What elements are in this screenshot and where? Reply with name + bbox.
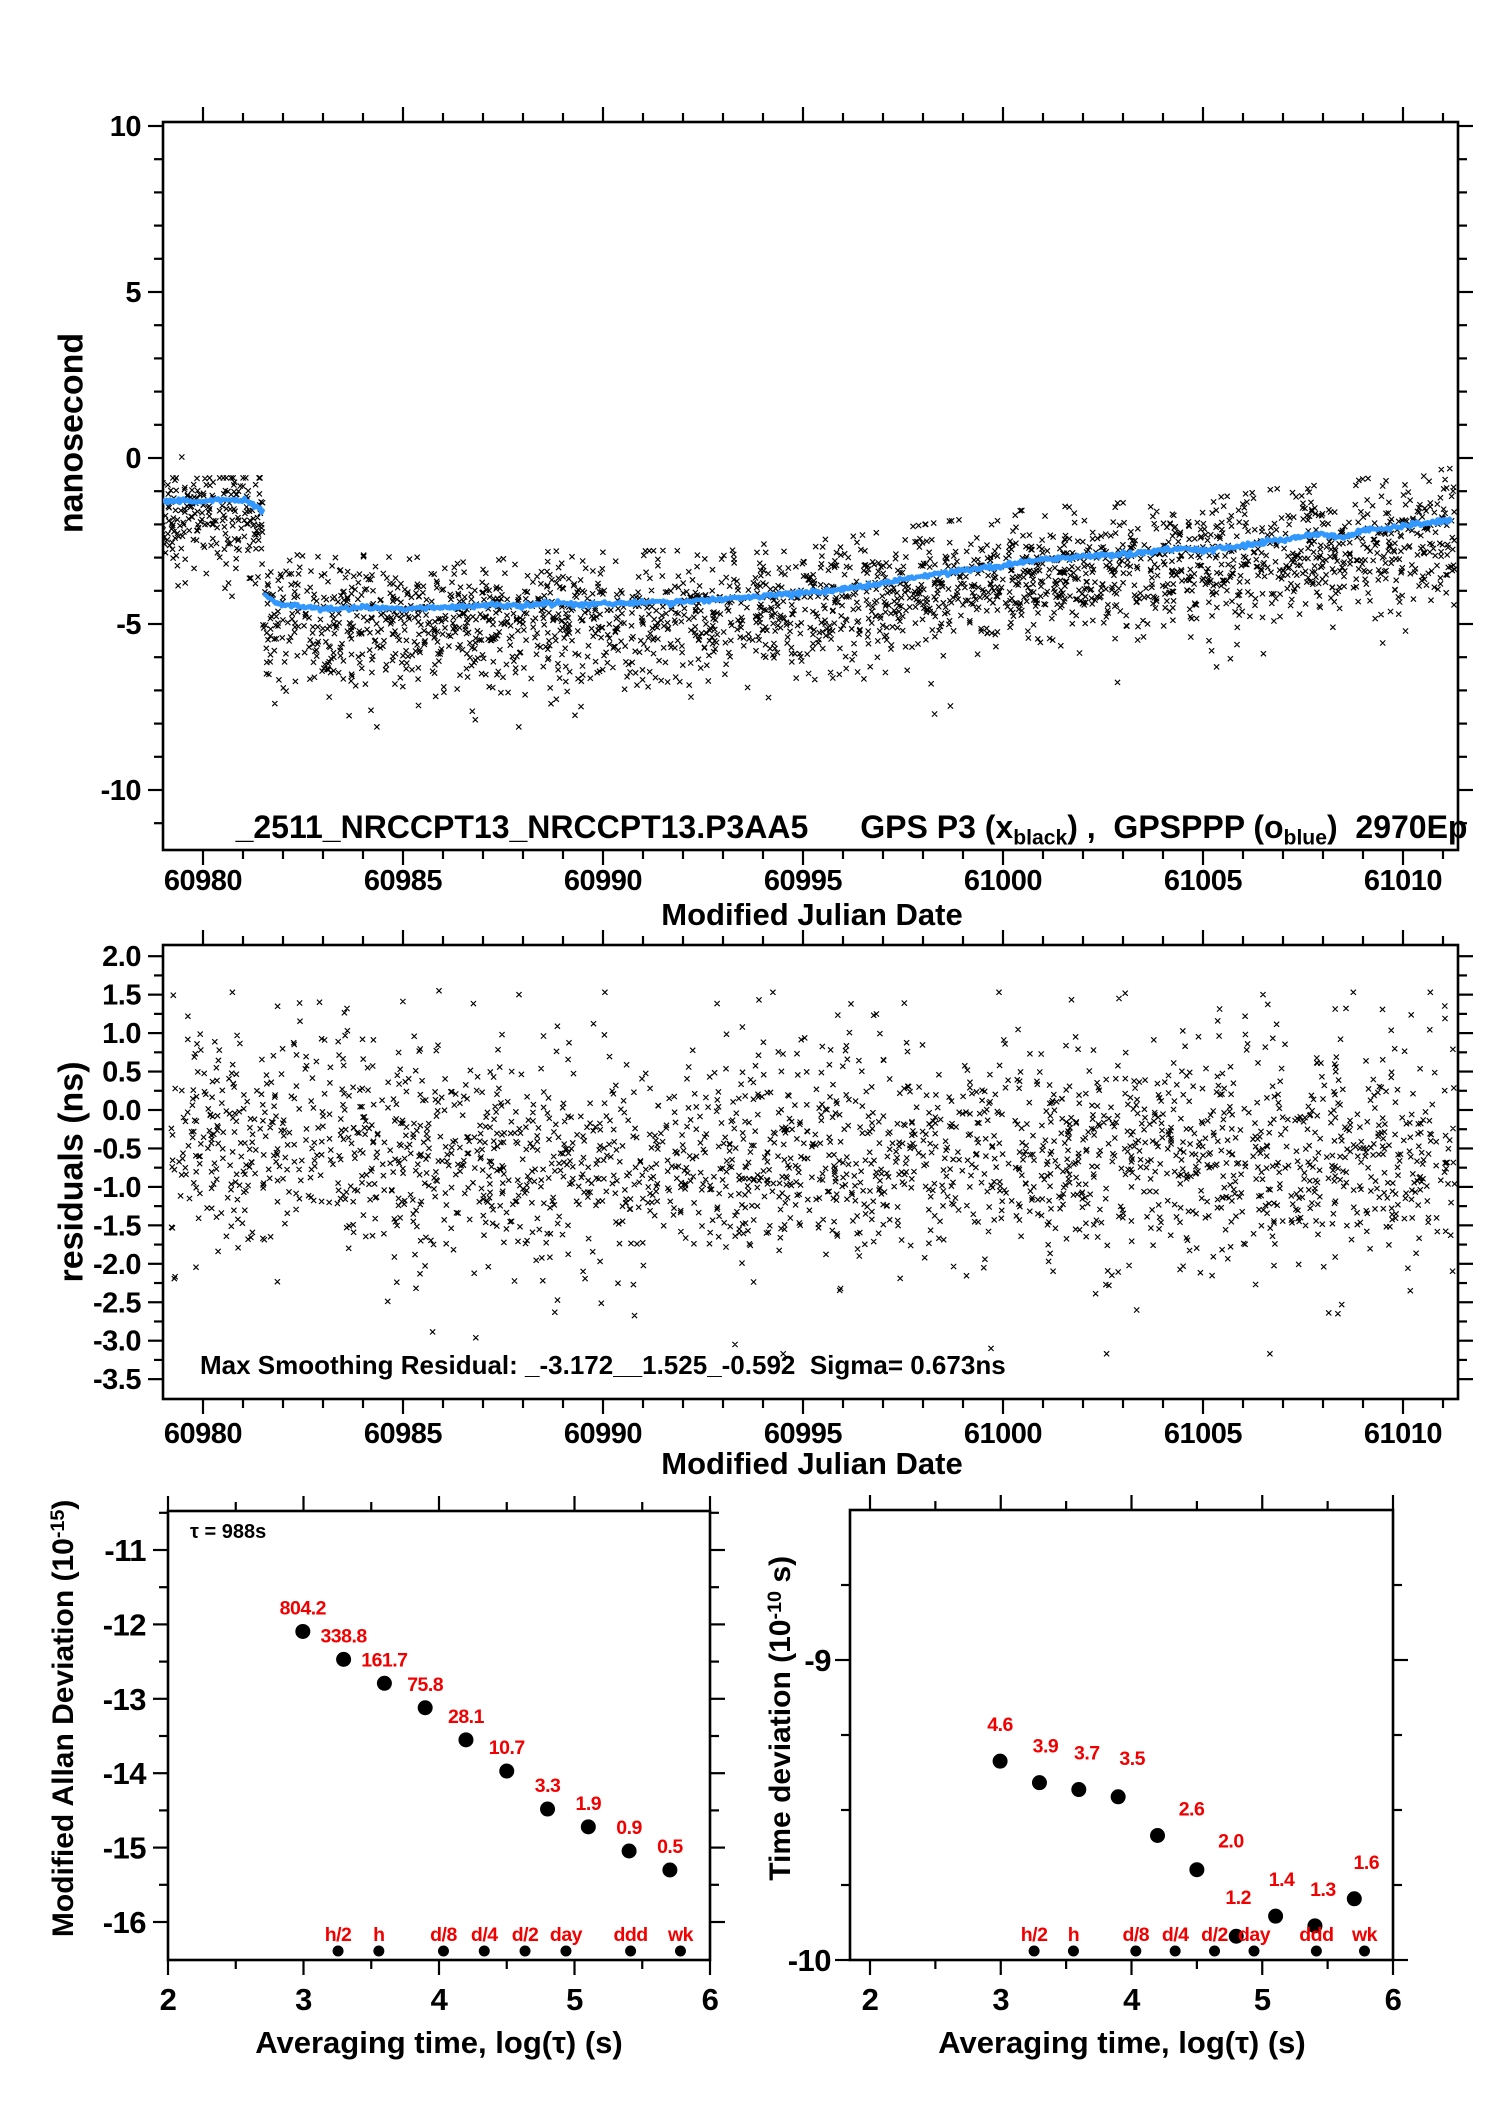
tdev-time-mark-label: ddd (1299, 1924, 1334, 1946)
mdev-time-mark-dot (373, 1946, 384, 1957)
mid-y-tick-label: -1.5 (93, 1210, 141, 1243)
top-panel-title-ppp-sub: blue (1283, 826, 1327, 850)
top-x-tick-label: 61010 (1363, 865, 1443, 897)
mdev-point-label: 161.7 (361, 1649, 408, 1672)
mdev-x-tick-label: 4 (430, 1982, 448, 2017)
top-panel-title-gps: GPS P3 (x (860, 809, 1014, 845)
mdev-point (458, 1732, 473, 1747)
tdev-point-label: 1.6 (1353, 1851, 1380, 1874)
tdev-y-title-suffix: s) (764, 1555, 797, 1591)
mdev-time-mark-label: d/2 (511, 1924, 539, 1946)
mid-y-tick-label: -3.5 (93, 1364, 141, 1397)
mdev-point (336, 1652, 351, 1667)
tdev-x-tick-label: 2 (861, 1982, 879, 2017)
tdev-time-mark-dot (1130, 1946, 1141, 1957)
mdev-point-label: 3.3 (534, 1775, 561, 1798)
top-x-tick-label: 61000 (963, 865, 1043, 897)
tdev-x-tick-label: 6 (1384, 1982, 1402, 2017)
mdev-point (540, 1802, 555, 1817)
mdev-y-tick-label: -15 (102, 1830, 146, 1866)
mdev-point-label: 0.9 (616, 1817, 642, 1840)
mid-y-tick-label: 0.5 (102, 1056, 141, 1089)
mid-y-tick-label: 1.5 (102, 979, 141, 1012)
top-x-axis-title: Modified Julian Date (661, 897, 963, 932)
mid-panel-annotation: Max Smoothing Residual: _-3.172__1.525_-0.592 Sigma= 0.673ns (200, 1350, 1006, 1380)
mdev-time-mark-label: ddd (613, 1924, 648, 1946)
tdev-point-label: 3.5 (1119, 1747, 1145, 1770)
mdev-x-tick-label: 3 (295, 1982, 312, 2017)
mdev-y-title-prefix: Modified Allan Deviation (10 (47, 1538, 80, 1938)
mid-y-tick-label: -2.0 (93, 1248, 141, 1281)
mid-y-tick-label: -0.5 (93, 1133, 141, 1166)
mdev-x-tick-label: 6 (701, 1982, 719, 2017)
panel-frame (163, 122, 1458, 850)
mdev-time-mark-dot (560, 1946, 571, 1957)
mid-y-tick-label: 0.0 (102, 1095, 141, 1127)
mid-y-tick-label: -3.0 (93, 1325, 141, 1358)
tdev-x-tick-label: 3 (992, 1982, 1010, 2017)
tdev-point-label: 4.6 (987, 1714, 1013, 1737)
mid-x-tick-label: 61010 (1363, 1418, 1443, 1450)
top-x-tick-label: 60990 (563, 865, 643, 897)
mdev-y-tick-label: -12 (102, 1607, 146, 1643)
mdev-y-tick-label: -16 (102, 1905, 146, 1940)
tdev-point-label: 3.9 (1032, 1735, 1059, 1758)
mdev-time-mark-label: d/4 (470, 1924, 498, 1946)
mdev-y-title-suffix: ) (47, 1499, 80, 1510)
tdev-point (1150, 1828, 1165, 1843)
mdev-time-mark-dot (438, 1946, 449, 1957)
mdev-y-tick-label: -14 (102, 1756, 146, 1792)
mdev-time-mark-dot (675, 1946, 686, 1957)
mid-x-tick-label: 61000 (963, 1418, 1043, 1450)
mdev-point-label: 1.9 (575, 1792, 602, 1815)
tdev-y-tick-label: -9 (804, 1643, 831, 1678)
top-y-tick-label: 0 (125, 443, 141, 475)
residuals-scatter (169, 988, 1457, 1356)
tdev-time-mark-dot (1068, 1946, 1079, 1957)
panel-frame (163, 945, 1458, 1399)
tdev-point (1347, 1891, 1362, 1906)
tdev-x-axis-title: Averaging time, log(τ) (s) (938, 2025, 1306, 2060)
tdev-y-tick-label: -10 (787, 1943, 831, 1978)
mid-x-tick-label: 60990 (563, 1418, 643, 1450)
tdev-y-title-exp: -10 (764, 1590, 787, 1620)
tdev-time-mark-dot (1249, 1946, 1260, 1957)
tdev-point-label: 2.0 (1218, 1830, 1244, 1853)
top-x-tick-label: 60985 (363, 865, 443, 897)
tdev-point (1111, 1789, 1126, 1804)
tdev-y-title-prefix: Time deviation (10 (764, 1619, 797, 1881)
mdev-y-axis-title (13, 1500, 115, 1971)
tdev-time-mark-label: d/4 (1161, 1924, 1189, 1946)
mdev-point (581, 1819, 596, 1834)
top-y-tick-label: 10 (109, 111, 141, 143)
tdev-point-label: 2.6 (1178, 1798, 1205, 1821)
mid-y-tick-label: 1.0 (102, 1018, 141, 1051)
mdev-point (662, 1862, 677, 1877)
mdev-point (622, 1844, 637, 1859)
mid-y-axis-title: residuals (ns) (52, 1061, 91, 1283)
tdev-time-mark-label: day (1237, 1924, 1271, 1946)
mdev-time-mark-dot (333, 1946, 344, 1957)
tdev-point (1268, 1909, 1283, 1924)
mid-x-tick-label: 60995 (763, 1418, 843, 1450)
mdev-point (295, 1624, 310, 1639)
mdev-point (377, 1676, 392, 1691)
tdev-x-tick-label: 4 (1123, 1982, 1140, 2017)
mid-y-tick-label: 2.0 (102, 941, 141, 974)
mdev-time-mark-label: h/2 (324, 1924, 352, 1946)
tdev-time-mark-label: wk (1351, 1924, 1378, 1946)
tdev-point-label: 1.4 (1268, 1869, 1295, 1892)
tdev-point (1189, 1862, 1204, 1877)
tdev-time-mark-dot (1170, 1946, 1181, 1957)
tdev-point (993, 1754, 1008, 1769)
mid-x-tick-label: 60985 (363, 1418, 443, 1450)
tdev-point-label: 3.7 (1074, 1742, 1100, 1765)
mdev-point-label: 75.8 (407, 1673, 444, 1696)
mdev-x-tick-label: 5 (566, 1982, 583, 2017)
mdev-time-mark-label: h (373, 1924, 385, 1946)
mdev-x-axis-title: Averaging time, log(τ) (s) (255, 2025, 623, 2060)
tdev-x-tick-label: 5 (1253, 1982, 1271, 2017)
tdev-time-mark-label: d/2 (1201, 1924, 1228, 1946)
mdev-point (418, 1700, 433, 1715)
top-y-tick-label: -10 (100, 775, 141, 807)
mdev-y-title-exp: -15 (47, 1509, 70, 1539)
mdev-time-mark-label: d/8 (430, 1924, 457, 1946)
tdev-point-label: 1.2 (1225, 1887, 1252, 1910)
top-x-tick-label: 60980 (163, 865, 243, 897)
mdev-time-mark-dot (479, 1946, 490, 1957)
tdev-time-mark-label: h/2 (1020, 1924, 1048, 1946)
tdev-time-mark-dot (1311, 1946, 1322, 1957)
mid-x-axis-title: Modified Julian Date (661, 1446, 963, 1481)
top-panel-title-file: _2511_NRCCPT13_NRCCPT13.P3AA5 (235, 809, 809, 845)
tdev-point-label: 1.3 (1310, 1878, 1336, 1901)
mid-y-tick-label: -2.5 (93, 1287, 141, 1320)
tdev-time-mark-label: d/8 (1122, 1924, 1150, 1946)
tdev-point (1032, 1775, 1047, 1790)
tdev-time-mark-dot (1029, 1946, 1040, 1957)
mdev-x-tick-label: 2 (159, 1982, 177, 2017)
top-y-axis-title: nanosecond (52, 332, 91, 534)
mid-x-tick-label: 61005 (1163, 1418, 1243, 1450)
mid-y-tick-label: -1.0 (93, 1171, 141, 1204)
mdev-time-mark-dot (625, 1946, 636, 1957)
mdev-point-label: 10.7 (488, 1737, 525, 1760)
top-x-tick-label: 61005 (1163, 865, 1243, 897)
tdev-y-axis-title (730, 1556, 832, 1914)
panel-frame (168, 1511, 710, 1960)
top-y-tick-label: 5 (125, 277, 141, 309)
tdev-time-mark-label: h (1067, 1924, 1080, 1946)
tdev-time-mark-dot (1359, 1946, 1370, 1957)
mdev-point (499, 1764, 514, 1779)
mdev-y-tick-label: -13 (102, 1681, 146, 1717)
top-y-tick-label: -5 (116, 609, 141, 641)
mdev-point-label: 804.2 (279, 1597, 326, 1620)
mdev-time-mark-label: wk (667, 1924, 693, 1946)
mid-x-tick-label: 60980 (163, 1418, 243, 1450)
top-panel-title-mid: ) , GPSPPP (o (1067, 809, 1284, 845)
mdev-y-tick-label: -11 (104, 1533, 146, 1568)
tdev-time-mark-dot (1209, 1946, 1220, 1957)
top-panel-title (200, 772, 1467, 887)
top-panel-title-gps-sub: black (1013, 826, 1068, 850)
mdev-tau-note: τ = 988s (190, 1521, 267, 1543)
top-x-tick-label: 60995 (763, 865, 843, 897)
top-panel-title-tail: ) 2970Ep (1326, 809, 1468, 845)
mdev-time-mark-dot (520, 1946, 531, 1957)
mdev-point-label: 0.5 (657, 1835, 683, 1858)
tdev-point (1071, 1782, 1086, 1797)
mdev-time-mark-label: day (549, 1924, 583, 1946)
mdev-point-label: 28.1 (447, 1705, 484, 1728)
mdev-point-label: 338.8 (320, 1625, 367, 1648)
